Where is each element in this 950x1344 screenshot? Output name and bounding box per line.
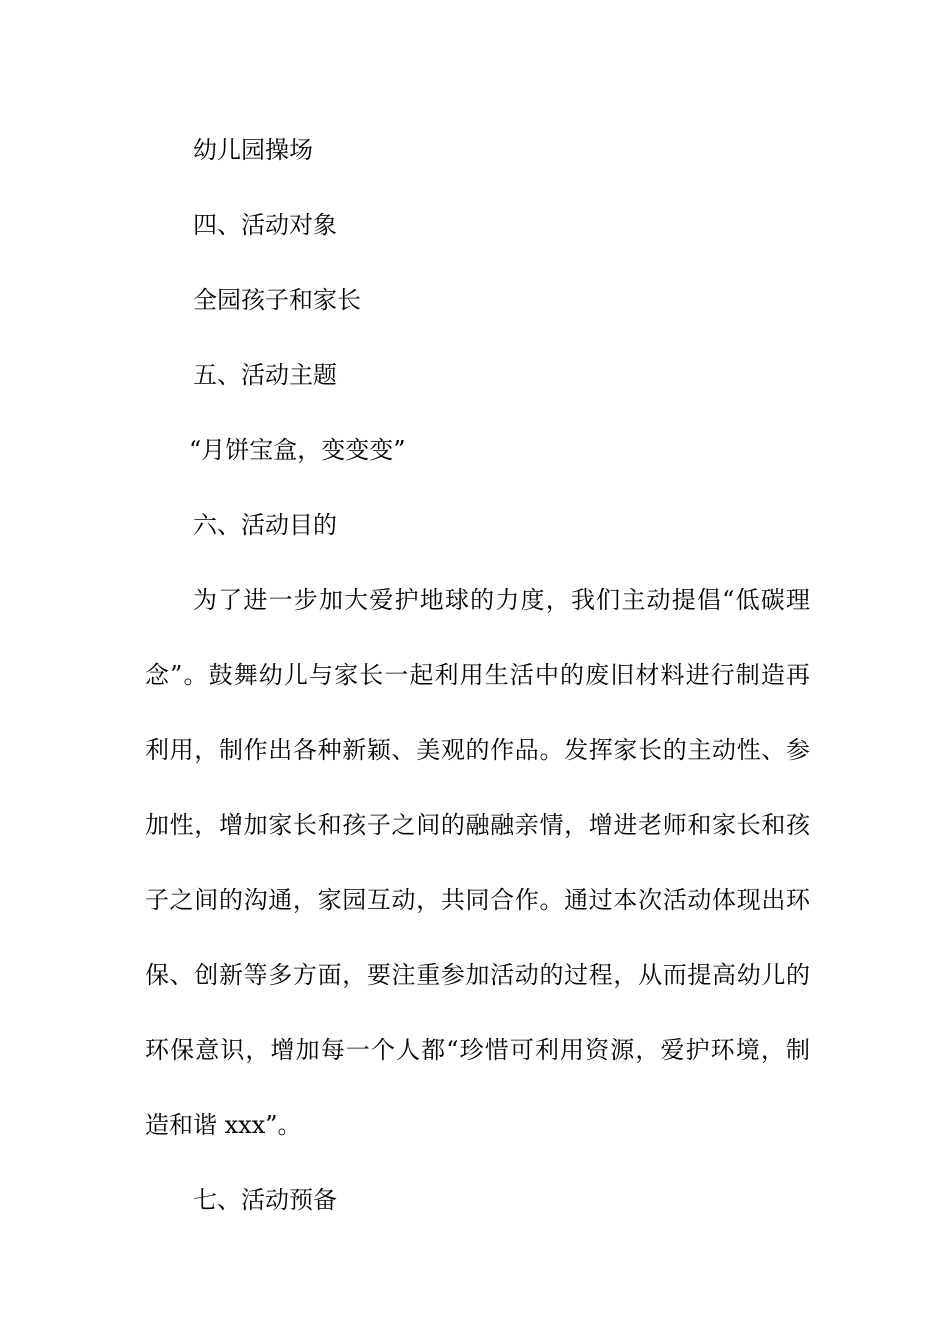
section-heading-participants: 四、活动对象 [193, 211, 337, 239]
purpose-paragraph-line: 念”。鼓舞幼儿与家长一起利用生活中的废旧材料进行制造再 [145, 661, 810, 689]
purpose-paragraph-line: 子之间的沟通，家园互动，共同合作。通过本次活动体现出环 [145, 886, 810, 914]
section-heading-preparation: 七、活动预备 [193, 1186, 337, 1214]
section-heading-purpose: 六、活动目的 [193, 511, 337, 539]
purpose-paragraph-line: 环保意识，增加每一个人都“珍惜可利用资源，爱护环境，制 [145, 1036, 810, 1064]
section-heading-theme: 五、活动主题 [193, 361, 337, 389]
purpose-paragraph-line: 保、创新等多方面，要注重参加活动的过程，从而提高幼儿的 [145, 961, 810, 989]
venue-text: 幼儿园操场 [193, 136, 313, 164]
participants-text: 全园孩子和家长 [193, 286, 361, 314]
purpose-paragraph-line: 加性，增加家长和孩子之间的融融亲情，增进老师和家长和孩 [145, 811, 810, 839]
theme-text: “月饼宝盒，变变变” [189, 436, 406, 464]
purpose-paragraph-line: 利用，制作出各种新颖、美观的作品。发挥家长的主动性、参 [145, 736, 810, 764]
purpose-paragraph-line: 为了进一步加大爱护地球的力度，我们主动提倡“低碳理 [193, 586, 810, 614]
purpose-paragraph-line: 造和谐 xxx”。 [145, 1111, 302, 1139]
